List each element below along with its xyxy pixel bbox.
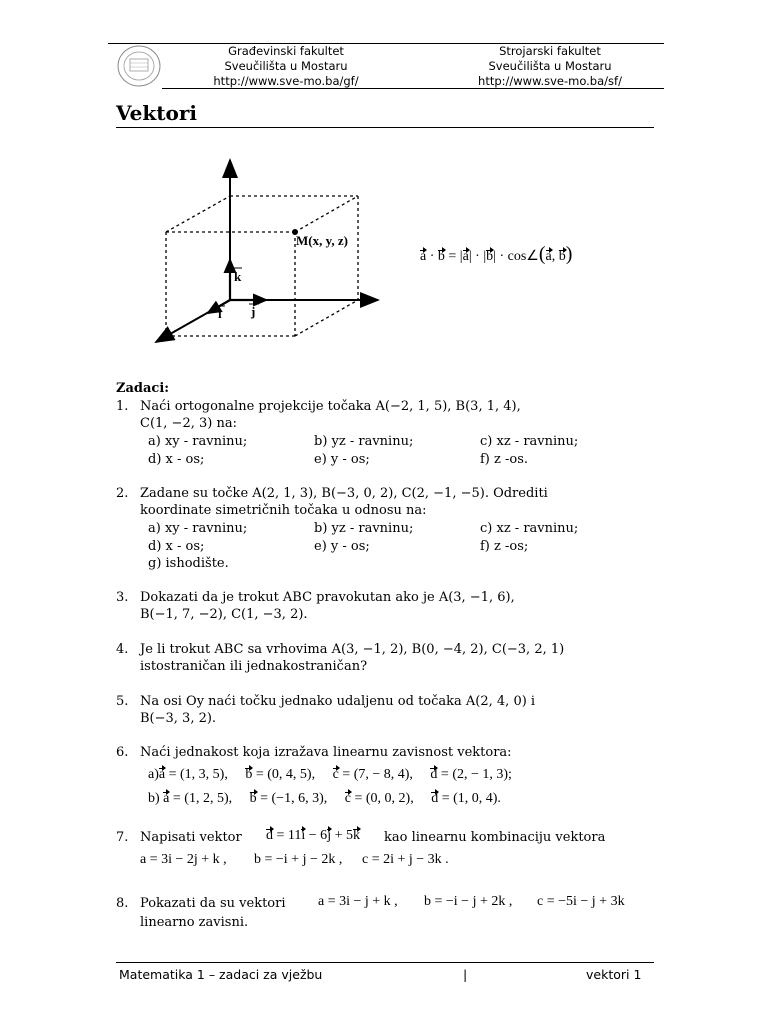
task-option: b) yz - ravninu; <box>314 521 414 536</box>
task-text: koordinate simetričnih točaka u odnosu na: <box>140 503 427 518</box>
task-text: Dokazati da je trokut ABC pravokutan ako je A(3, −1, 6), <box>140 590 515 605</box>
task-option: a) xy - ravninu; <box>148 521 248 536</box>
task-7-d-expr: d = 11i − 6j + 5k <box>266 828 360 843</box>
task-number: 4. <box>116 642 129 657</box>
task-option: g) ishodište. <box>148 556 229 571</box>
header-left-url[interactable]: http://www.sve-mo.ba/gf/ <box>213 74 359 88</box>
footer-right: vektori 1 <box>586 967 642 982</box>
task-text: Pokazati da su vektori <box>140 896 286 911</box>
task-number: 2. <box>116 486 129 501</box>
header-right-line1: Strojarski fakultet <box>499 44 601 58</box>
task-option: b) yz - ravninu; <box>314 434 414 449</box>
task-7-vector-b: b = −i + j − 2k , <box>254 852 343 867</box>
task-7-vector-a: a = 3i − 2j + k , <box>140 852 227 867</box>
task-6-row-a: a)a = (1, 3, 5), b = (0, 4, 5), c = (7, − 8, 4), d = (2, − 1, 3); <box>148 767 512 782</box>
tasks-heading: Zadaci: <box>116 381 170 396</box>
task-text: linearno zavisni. <box>140 915 249 930</box>
task-text: Naći jednakost koja izražava linearnu zavisnost vektora: <box>140 745 512 760</box>
task-text: Zadane su točke A(2, 1, 3), B(−3, 0, 2), C(2, −1, −5). Odrediti <box>140 486 548 501</box>
footer-separator: | <box>463 967 468 982</box>
task-number: 6. <box>116 745 129 760</box>
task-option: f) z -os. <box>480 452 529 467</box>
unit-j-label: j <box>251 304 256 319</box>
task-text: istostraničan ili jednakostraničan? <box>140 659 368 674</box>
task-option: d) x - os; <box>148 452 205 467</box>
task-text: Na osi Oy naći točku jednako udaljenu od točaka A(2, 4, 0) i <box>140 694 536 709</box>
task-text: Napisati vektor <box>140 830 242 845</box>
task-text: kao linearnu kombinaciju vektora <box>384 830 606 845</box>
task-8-vector-a: a = 3i − j + k , <box>318 894 398 909</box>
page-title: Vektori <box>116 101 197 125</box>
task-number: 1. <box>116 399 129 414</box>
header-left-line2: Sveučilišta u Mostaru <box>224 59 348 73</box>
task-6-row-b: b) a = (1, 2, 5), b = (−1, 6, 3), c = (0, 0, 2), d = (1, 0, 4). <box>148 791 501 806</box>
task-number: 8. <box>116 896 129 911</box>
unit-k-label: k <box>234 269 242 284</box>
coordinate-cube-figure <box>150 150 390 350</box>
header-left-line1: Građevinski fakultet <box>228 44 344 58</box>
task-number: 5. <box>116 694 129 709</box>
header-right-line2: Sveučilišta u Mostaru <box>488 59 612 73</box>
header-right-url[interactable]: http://www.sve-mo.ba/sf/ <box>478 74 622 88</box>
task-option: c) xz - ravninu; <box>480 521 579 536</box>
task-option: d) x - os; <box>148 539 205 554</box>
task-number: 7. <box>116 830 129 845</box>
task-text: B(−3, 3, 2). <box>140 711 217 726</box>
unit-i-label: i <box>218 306 222 321</box>
task-8-vector-b: b = −i − j + 2k , <box>424 894 513 909</box>
university-seal-icon <box>116 44 162 88</box>
task-text: Naći ortogonalne projekcije točaka A(−2, 1, 5), B(3, 1, 4), <box>140 399 521 414</box>
task-7-vector-c: c = 2i + j − 3k . <box>362 852 449 867</box>
task-number: 3. <box>116 590 129 605</box>
task-text: B(−1, 7, −2), C(1, −3, 2). <box>140 607 308 622</box>
point-m-label: M(x, y, z) <box>296 233 348 248</box>
footer-left: Matematika 1 – zadaci za vježbu <box>119 967 323 982</box>
task-8-vector-c: c = −5i − j + 3k <box>537 894 625 909</box>
task-option: a) xy - ravninu; <box>148 434 248 449</box>
task-text: Je li trokut ABC sa vrhovima A(3, −1, 2), B(0, −4, 2), C(−3, 2, 1) <box>140 642 565 657</box>
task-option: f) z -os; <box>480 539 529 554</box>
task-option: c) xz - ravninu; <box>480 434 579 449</box>
dot-product-formula: a · b = |a| · |b| · cos∠(a, b) <box>420 243 573 265</box>
task-option: e) y - os; <box>314 452 370 467</box>
task-option: e) y - os; <box>314 539 370 554</box>
task-text: C(1, −2, 3) na: <box>140 416 237 431</box>
